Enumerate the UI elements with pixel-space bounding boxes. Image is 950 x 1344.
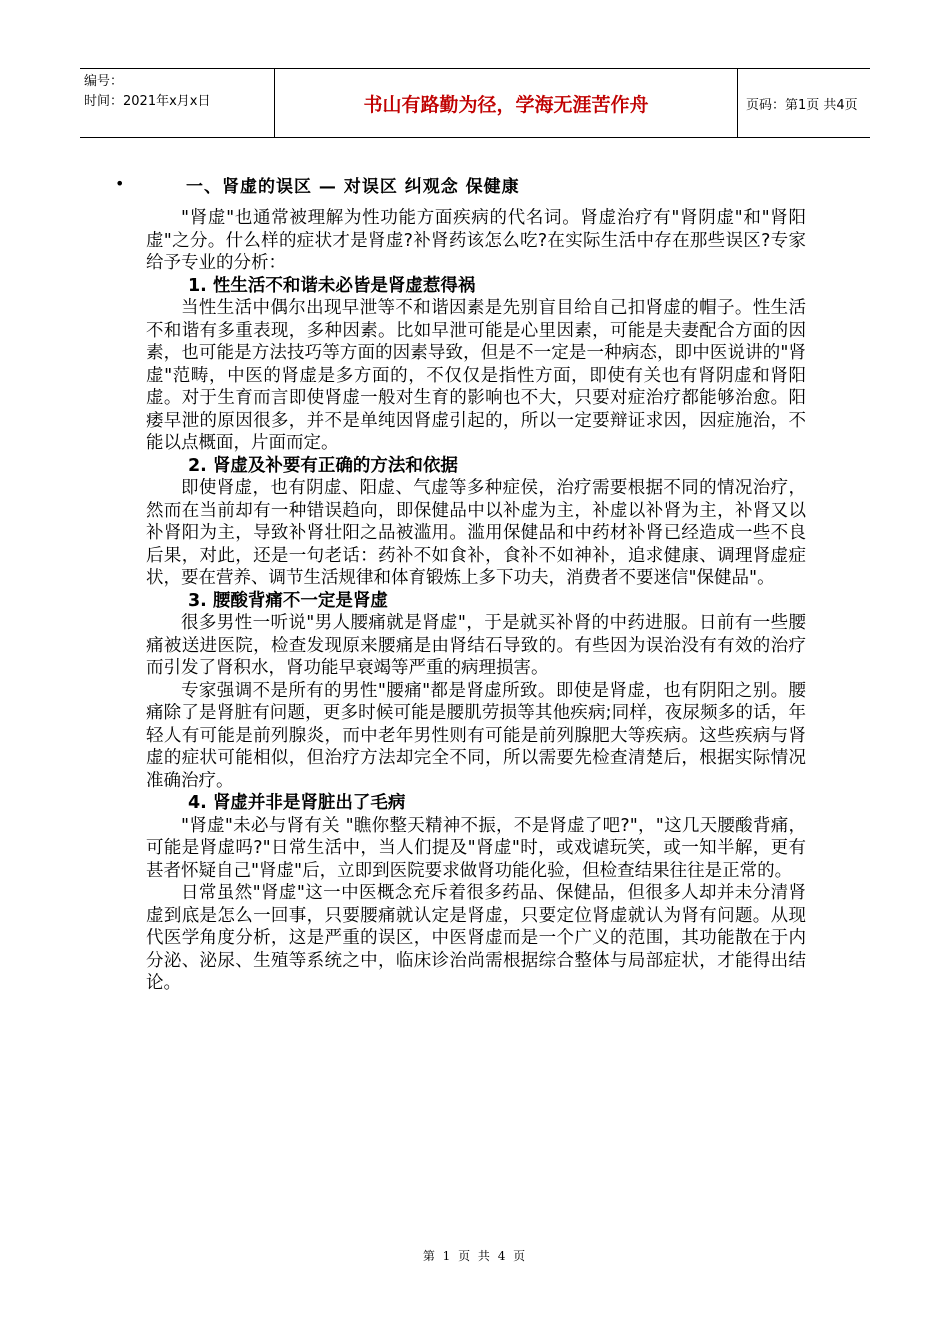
number-label: 编号： (84, 74, 124, 89)
document-title: 一、肾虚的误区 — 对误区 纠观念 保健康 (186, 177, 520, 197)
document-body (146, 207, 806, 995)
section-heading-1: 1. 性生活不和谐未必皆是肾虚惹得祸 (188, 275, 476, 296)
section-heading-4: 4. 肾虚并非是肾脏出了毛病 (188, 793, 406, 813)
section-heading-2: 2. 肾虚及补要有正确的方法和依据 (188, 455, 458, 476)
section-3-paragraph-1: 很多男性一听说"男人腰痛就是肾虚"，于是就买补肾的中药进服。日前有一些腰痛被送进医院，检查发现原来腰痛是由肾结石导致的。有些因为误治没有有效的治疗而引发了肾积水，肾功能早衰竭等严重的病理损害。 (146, 613, 806, 678)
page-info: 页码：第1页 共4页 (746, 97, 858, 113)
time-label: 时间：2021年x月x日 (84, 94, 211, 109)
section-3-paragraph-2: 专家强调不是所有的男性"腰痛"都是肾虚所致。即使是肾虚，也有阴阳之别。腰痛除了是肾脏有问题，更多时候可能是腰肌劳损等其他疾病;同样，夜尿频多的话，年轻人有可能是前列腺炎，而中老年男性则有可能是前列腺肥大等疾病。这些疾病与肾虚的症状可能相似，但治疗方法却完全不同，所以需要先检查清楚后，根据实际情况准确治疗。 (146, 680, 806, 791)
header-table (80, 68, 870, 138)
section-4-paragraph-1: "肾虚"未必与肾有关 "瞧你整天精神不振，不是肾虚了吧?"，"这几天腰酸背痛，可能是肾虚吗?"日常生活中，当人们提及"肾虚"时，或戏谑玩笑，或一知半解，更有甚者怀疑自己"肾虚"后，立即到医院要求做肾功能化验，但检查结果往往是正常的。 (146, 815, 806, 881)
section-heading-3: 3. 腰酸背痛不一定是肾虚 (188, 590, 388, 611)
motto: 书山有路勤为径，学海无涯苦作舟 (275, 69, 738, 137)
section-2-paragraph: 即使肾虚，也有阴虚、阳虚、气虚等多种症侯，治疗需要根据不同的情况治疗，然而在当前却有一种错误趋向，即保健品中以补虚为主，补虚以补肾为主，补肾又以补肾阳为主，导致补肾壮阳之品被滥用。滥用保健品和中药材补肾已经造成一些不良后果，对此，还是一句老话：药补不如食补，食补不如神补，追求健康、调理肾虚症状，要在营养、调节生活规律和体育锻炼上多下功夫，消费者不要迷信"保健品"。 (146, 478, 806, 588)
section-4-paragraph-2: 日常虽然"肾虚"这一中医概念充斥着很多药品、保健品，但很多人却并未分清肾虚到底是怎么一回事，只要腰痛就认定是肾虚，只要定位肾虚就认为肾有问题。从现代医学角度分析，这是严重的误区，中医肾虚而是一个广义的范围，其功能散在于内分泌、泌尿、生殖等系统之中，临床诊治尚需根据综合整体与局部症状，才能得出结论。 (146, 883, 806, 993)
header-left-cell (80, 69, 275, 137)
page-footer: 第 1 页 共 4 页 (422, 1249, 528, 1263)
section-1-paragraph: 当性生活中偶尔出现早泄等不和谐因素是先别盲目给自己扣肾虚的帽子。性生活不和谐有多重表现，多种因素。比如早泄可能是心里因素，可能是夫妻配合方面的因素，也可能是方法技巧等方面的因素导致，但是不一定是一种病态，即中医说讲的"肾虚"范畴，中医的肾虚是多方面的，不仅仅是指性方面，即使有关也有肾阴虚和肾阳虚。对于生育而言即使肾虚一般对生育的影响也不大，只要对症治疗都能够治愈。阳痿早泄的原因很多，并不是单纯因肾虚引起的，所以一定要辩证求因，因症施治，不能以点概面，片面而定。 (146, 298, 806, 453)
bullet-icon: • (115, 174, 125, 193)
intro-paragraph: "肾虚"也通常被理解为性功能方面疾病的代名词。肾虚治疗有"肾阴虚"和"肾阳虚"之分。什么样的症状才是肾虚?补肾药该怎么吃?在实际生活中存在那些误区?专家给予专业的分析： (146, 208, 806, 273)
